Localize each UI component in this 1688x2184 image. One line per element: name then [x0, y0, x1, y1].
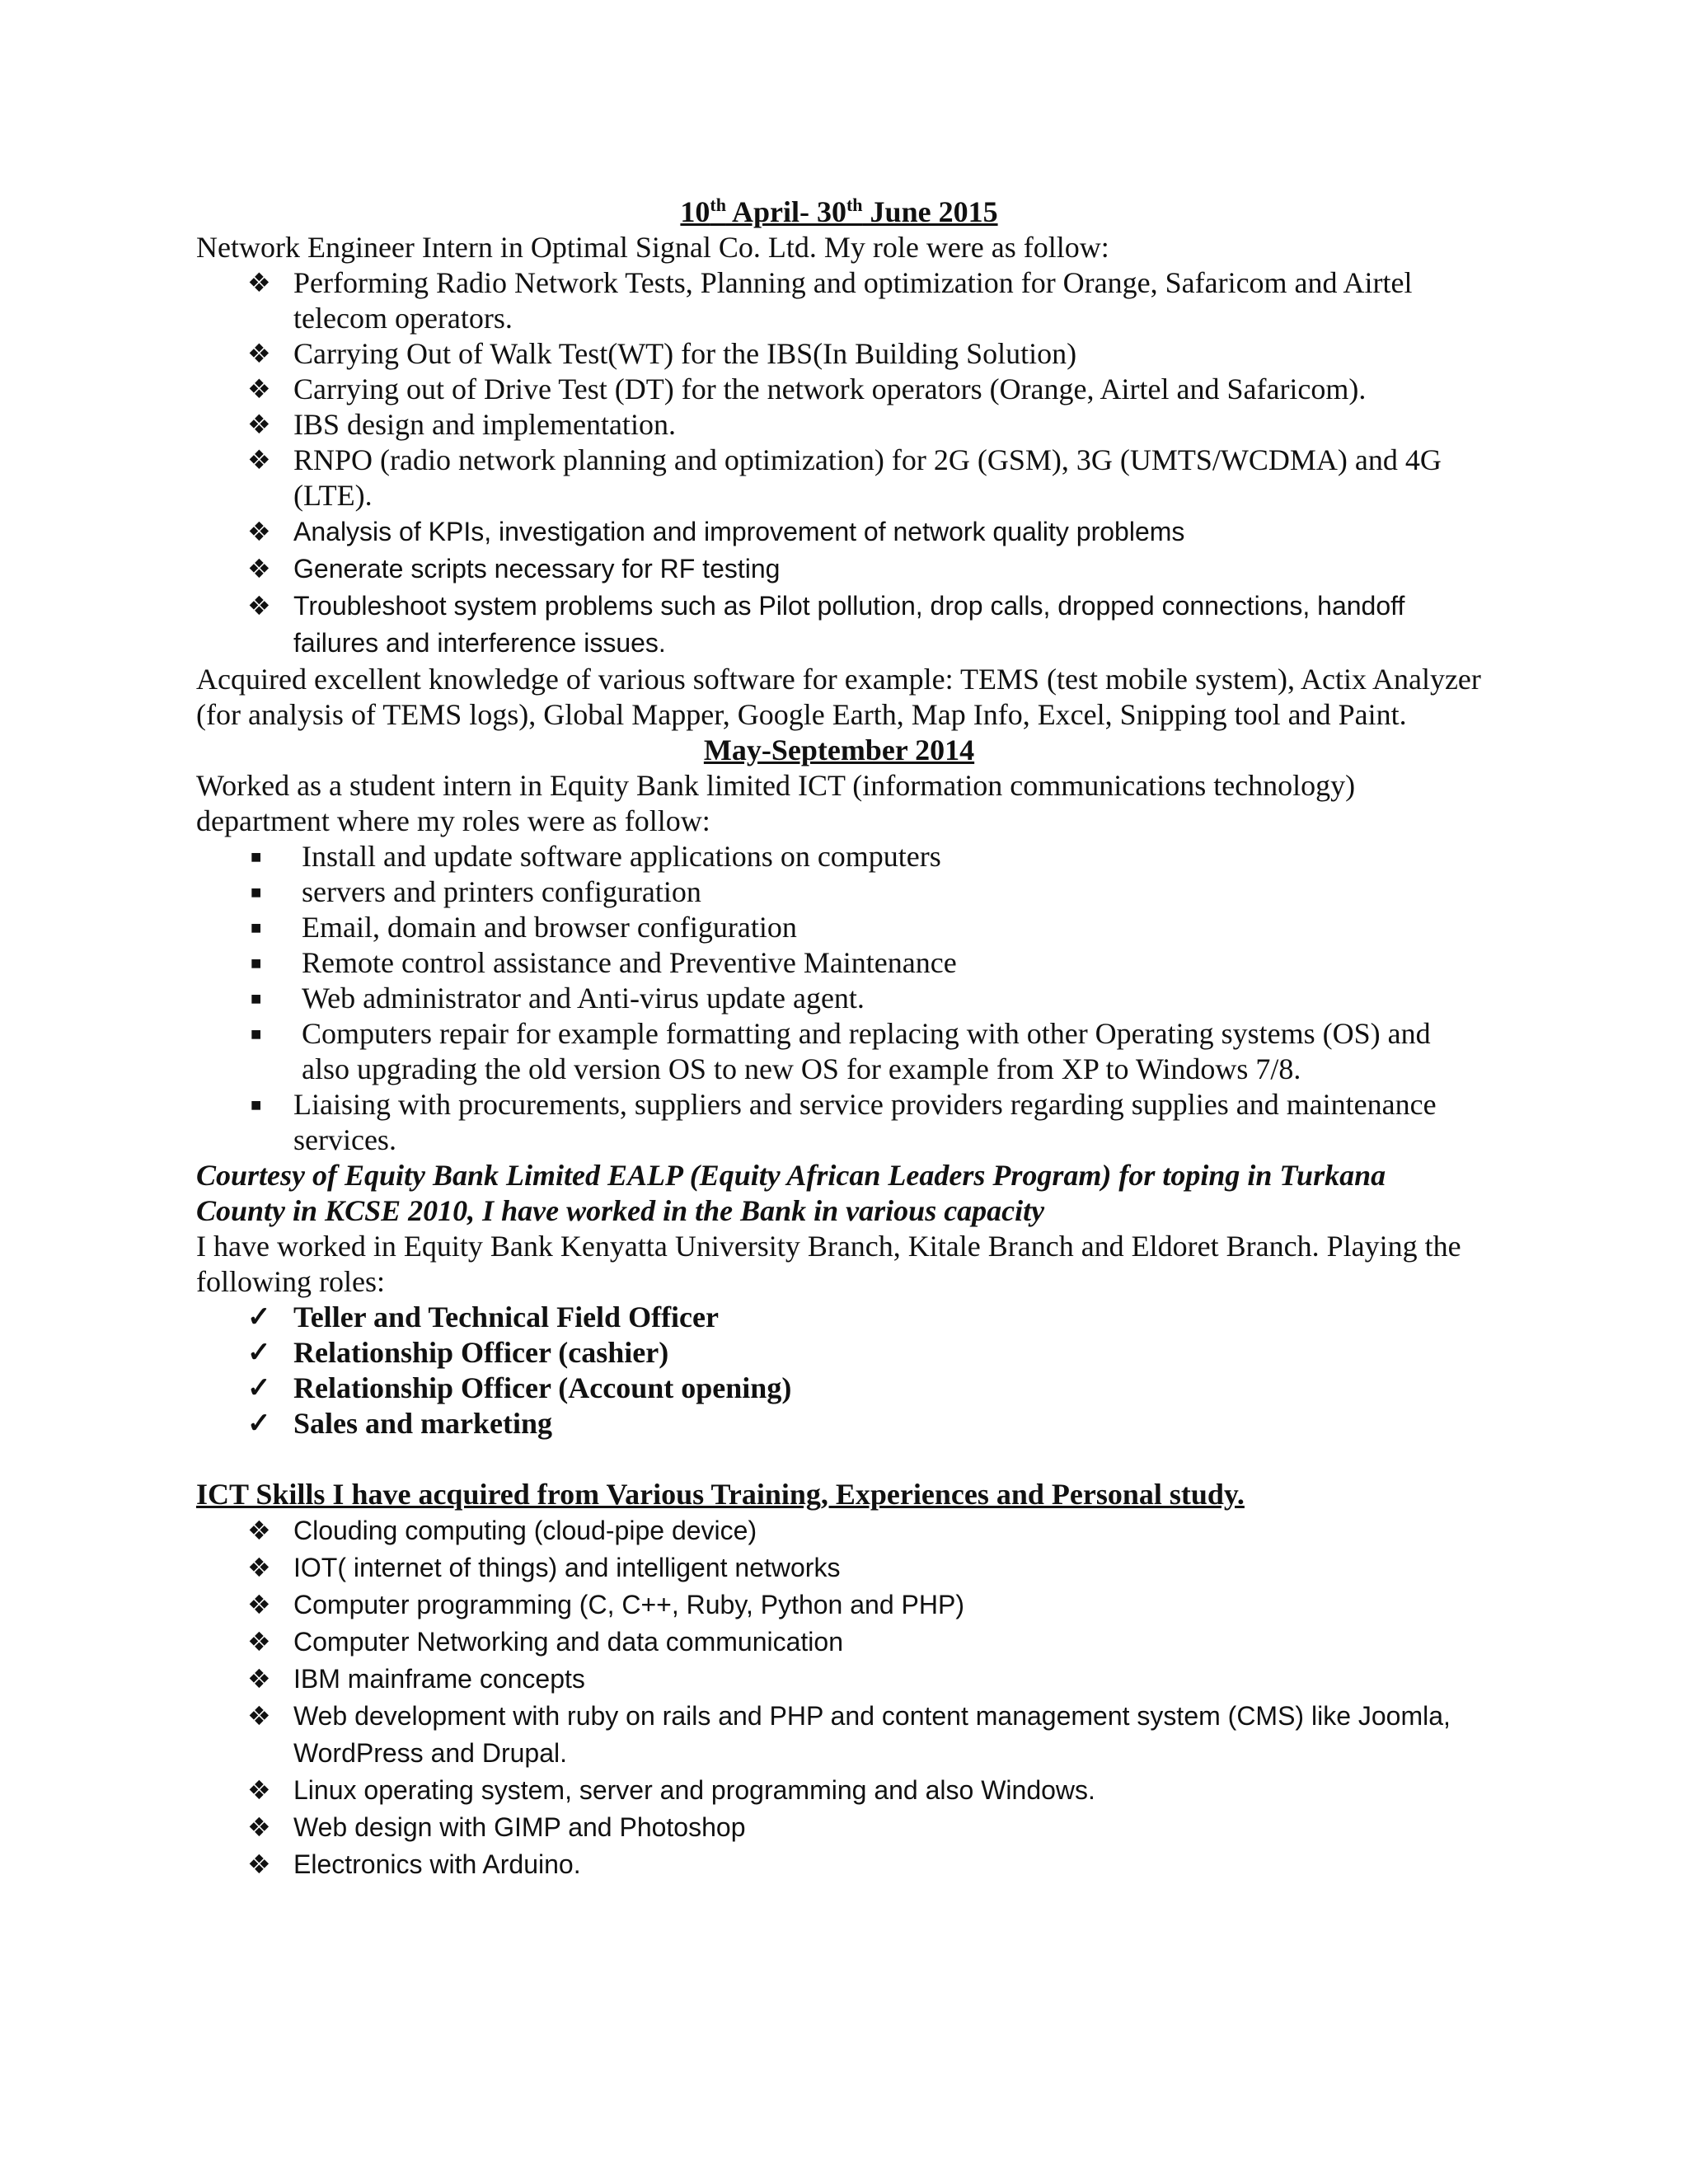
list-item: ❖ Generate scripts necessary for RF testing — [196, 551, 1482, 588]
four-diamond-icon: ❖ — [247, 1812, 271, 1842]
four-diamond-icon: ❖ — [247, 1590, 271, 1619]
list-item: ❖ IOT( internet of things) and intelligent networks — [196, 1549, 1482, 1586]
list-item: ❖ Carrying out of Drive Test (DT) for the network operators (Orange, Airtel and Safaricom). — [247, 373, 1367, 405]
square-icon: ■ — [251, 846, 262, 867]
list-item: ■ Remote control assistance and Preventive Maintenance — [251, 946, 957, 979]
four-diamond-icon: ❖ — [247, 517, 271, 546]
four-diamond-icon: ❖ — [247, 1775, 271, 1805]
list-item: ❖ Troubleshoot system problems such as Pilot pollution, drop calls, dropped connections, handoff failures and interference issues. — [196, 588, 1482, 662]
check-mark-icon: ✓ — [247, 1373, 271, 1404]
equity-intro: I have worked in Equity Bank Kenyatta University Branch, Kitale Branch and Eldoret Branch. Playing the following roles: — [196, 1230, 1461, 1298]
spacer — [196, 1441, 1482, 1477]
list-item: ❖ Web design with GIMP and Photoshop — [196, 1809, 1482, 1846]
four-diamond-icon: ❖ — [247, 1701, 271, 1731]
list-item: ❖ Performing Radio Network Tests, Planning and optimization for Orange, Safaricom and Airtel telecom operators. — [247, 266, 1413, 335]
document-content — [196, 194, 1482, 1883]
list-item: ❖ Electronics with Arduino. — [196, 1846, 1482, 1883]
list-item: ■ Computers repair for example formatting and replacing with other Operating systems (OS) and also upgrading the old version OS to new OS for example from XP to Windows 7/8. — [251, 1017, 1431, 1085]
list-item: ❖ Web development with ruby on rails and PHP and content management system (CMS) like Joomla, WordPress and Drupal. — [196, 1698, 1482, 1772]
list-item: ■ servers and printers configuration — [251, 875, 701, 908]
check-mark-icon: ✓ — [247, 1338, 271, 1368]
square-icon: ■ — [251, 917, 262, 938]
software-knowledge: Acquired excellent knowledge of various software for example: TEMS (test mobile system), Actix Analyzer (for analysis of TEMS logs), Global Mapper, Google Earth, Map Info, Excel, Snipping tool and Paint. — [196, 663, 1481, 731]
list-item: ■ Email, domain and browser configuration — [251, 911, 797, 944]
square-icon: ■ — [251, 1024, 262, 1044]
list-item: ❖ RNPO (radio network planning and optimization) for 2G (GSM), 3G (UMTS/WCDMA) and 4G (LTE). — [247, 443, 1442, 512]
four-diamond-icon: ❖ — [247, 268, 271, 298]
square-icon: ■ — [251, 882, 262, 902]
list-item: ■ Install and update software applications on computers — [251, 840, 941, 873]
list-item: ✓ Sales and marketing — [247, 1407, 553, 1440]
four-diamond-icon: ❖ — [247, 374, 271, 404]
list-item: ✓ Relationship Officer (Account opening) — [247, 1371, 792, 1404]
list-item: ❖ Carrying Out of Walk Test(WT) for the IBS(In Building Solution) — [247, 337, 1077, 370]
four-diamond-icon: ❖ — [247, 339, 271, 368]
list-item: ❖ Computer programming (C, C++, Ruby, Python and PHP) — [196, 1586, 1482, 1624]
four-diamond-icon: ❖ — [247, 445, 271, 475]
square-icon: ■ — [251, 988, 262, 1009]
internship-2015-intro: Network Engineer Intern in Optimal Signal Co. Ltd. My role were as follow: — [196, 231, 1109, 264]
four-diamond-icon: ❖ — [247, 1627, 271, 1657]
four-diamond-icon: ❖ — [247, 1849, 271, 1879]
four-diamond-icon: ❖ — [247, 410, 271, 439]
square-icon: ■ — [251, 1094, 262, 1115]
check-mark-icon: ✓ — [247, 1302, 271, 1333]
list-item: ■ Web administrator and Anti-virus update agent. — [251, 982, 865, 1015]
square-icon: ■ — [251, 953, 262, 973]
list-item: ❖ Linux operating system, server and programming and also Windows. — [196, 1772, 1482, 1809]
four-diamond-icon: ❖ — [247, 554, 271, 583]
internship-2015-roles-list — [196, 265, 1482, 513]
list-item: ✓ Teller and Technical Field Officer — [247, 1301, 719, 1333]
list-item: ❖ IBS design and implementation. — [247, 408, 676, 441]
four-diamond-icon: ❖ — [247, 591, 271, 621]
list-item: ✓ Relationship Officer (cashier) — [247, 1336, 669, 1369]
heading-ict-skills: ICT Skills I have acquired from Various Training, Experiences and Personal study. — [196, 1478, 1245, 1511]
list-item: ❖ Clouding computing (cloud-pipe device) — [196, 1512, 1482, 1549]
equity-roles-list — [196, 1300, 1482, 1441]
heading-internship-2014: May-September 2014 — [703, 733, 975, 766]
list-item: ❖ IBM mainframe concepts — [196, 1661, 1482, 1698]
list-item: ❖ Analysis of KPIs, investigation and improvement of network quality problems — [196, 513, 1482, 551]
list-item: ■ Liaising with procurements, suppliers and service providers regarding supplies and maintenance services. — [251, 1088, 1437, 1156]
internship-2015-roles-list-2 — [196, 513, 1482, 662]
four-diamond-icon: ❖ — [247, 1664, 271, 1694]
list-item: ❖ Computer Networking and data communication — [196, 1624, 1482, 1661]
four-diamond-icon: ❖ — [247, 1553, 271, 1582]
equity-courtesy: Courtesy of Equity Bank Limited EALP (Equity African Leaders Program) for toping in Turkana County in KCSE 2010, I have worked in the Bank in various capacity — [196, 1159, 1386, 1227]
internship-2014-intro: Worked as a student intern in Equity Bank limited ICT (information communications technology) department where my roles were as follow: — [196, 769, 1356, 837]
check-mark-icon: ✓ — [247, 1408, 271, 1439]
heading-internship-2015: 10th April- 30th June 2015 — [680, 194, 998, 228]
internship-2014-roles-list — [196, 839, 1482, 1158]
four-diamond-icon: ❖ — [247, 1516, 271, 1545]
ict-skills-list — [196, 1512, 1482, 1883]
